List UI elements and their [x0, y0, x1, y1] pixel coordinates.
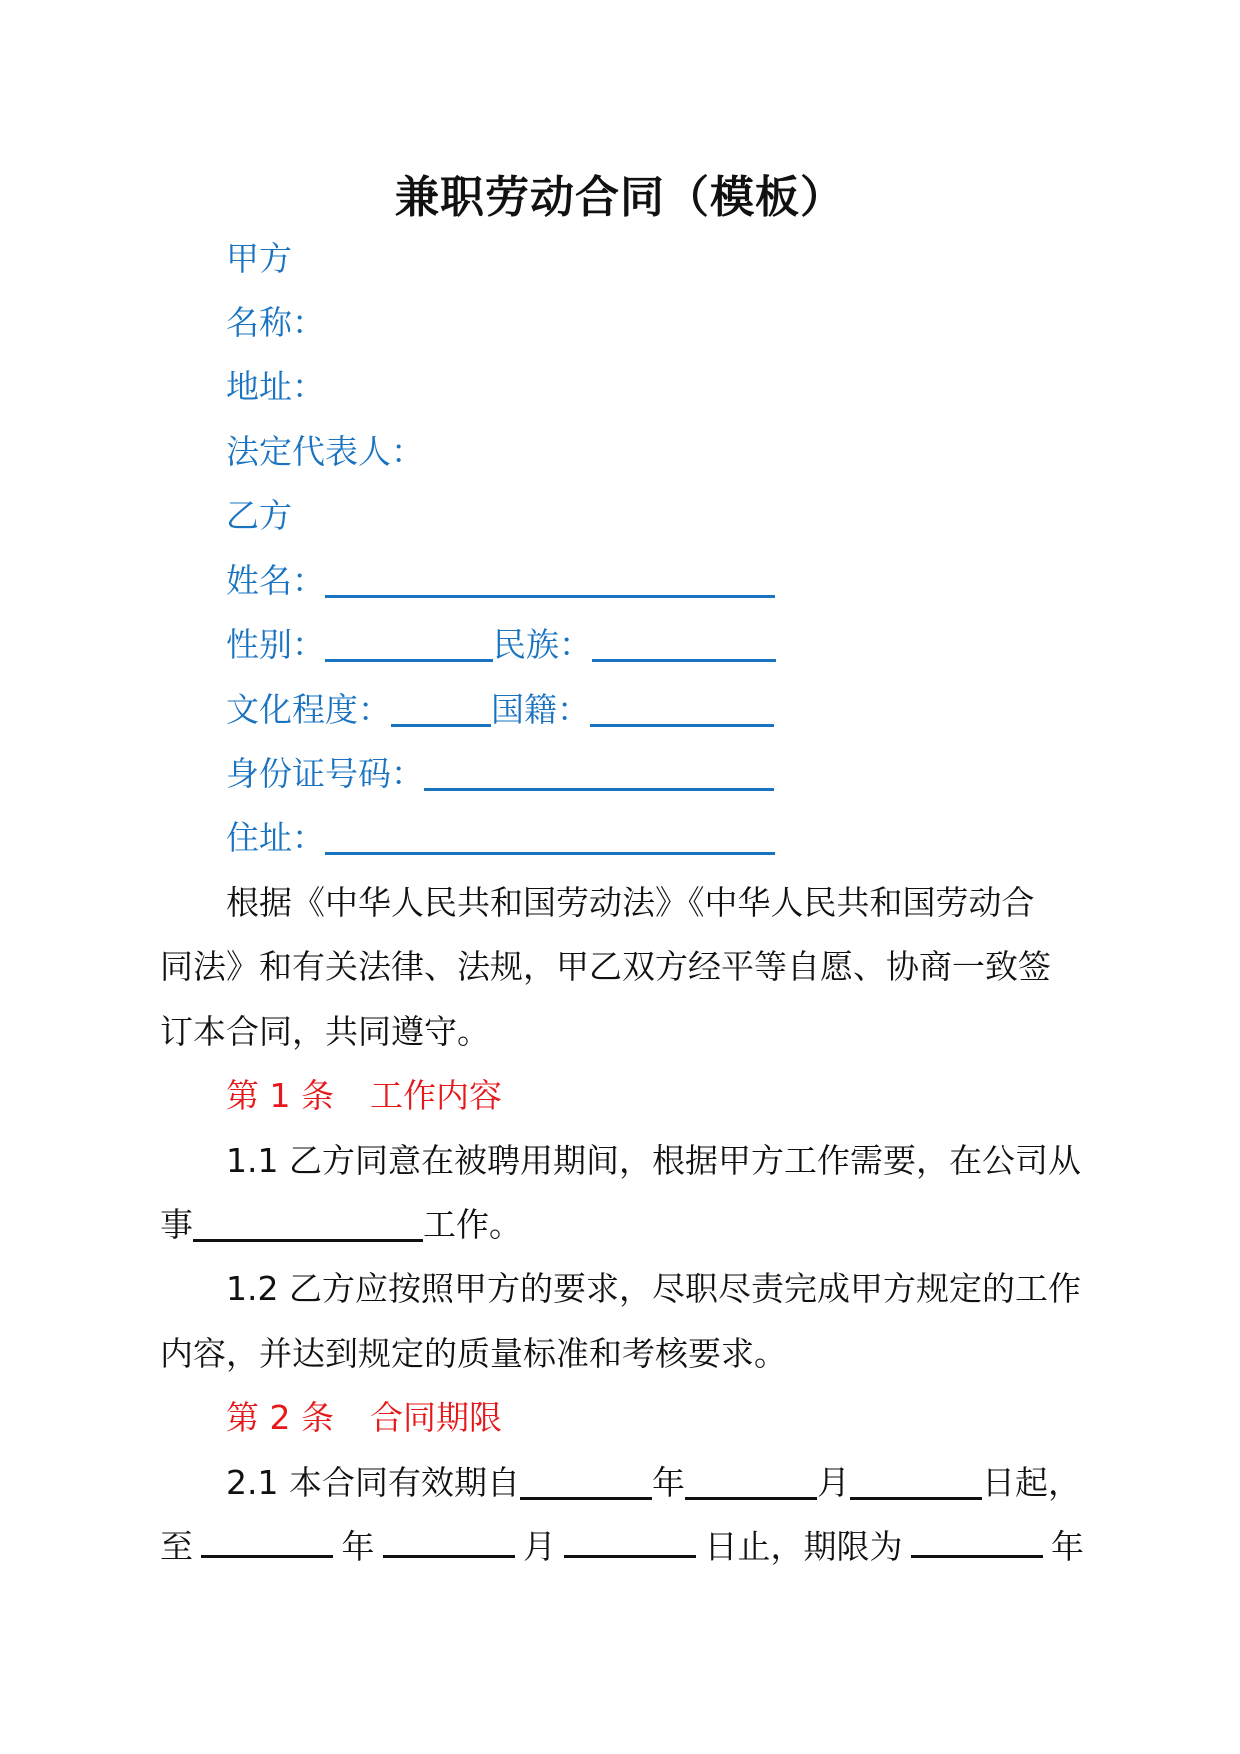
job-title-blank-field[interactable]: [193, 1209, 423, 1242]
party-a-name-label: 名称：: [226, 303, 325, 342]
end-year-blank-field[interactable]: [201, 1525, 333, 1558]
end-year-unit: 年: [341, 1527, 375, 1566]
residence-blank-field[interactable]: [325, 822, 775, 855]
preamble-line-1: 根据《中华人民共和国劳动法》《中华人民共和国劳动合: [226, 883, 1035, 922]
clause-1-2-line-1: 1.2 乙方应按照甲方的要求，尽职尽责完成甲方规定的工作: [226, 1269, 1081, 1308]
clause-2-1-line-1: [226, 1458, 1081, 1508]
clause-1-1-line-1: 1.1 乙方同意在被聘用期间，根据甲方工作需要，在公司从: [226, 1141, 1081, 1180]
article-2-title: 合同期限: [369, 1398, 502, 1437]
gender-blank-field[interactable]: [325, 629, 493, 662]
party-b-gender-label: 性别：: [226, 625, 325, 664]
start-day-unit: 日起，: [981, 1463, 1081, 1502]
party-b-ethnicity-label: 民族：: [493, 625, 592, 664]
party-b-id-label: 身份证号码：: [226, 754, 424, 793]
end-month-unit: 月: [523, 1527, 556, 1566]
party-a-legal-rep-label: 法定代表人：: [226, 432, 424, 471]
clause-1-1-end: 工作。: [423, 1205, 522, 1244]
clause-1-1-line-2: [160, 1200, 522, 1250]
document-title: 兼职劳动合同（模板）: [395, 172, 845, 223]
name-blank-field[interactable]: [325, 565, 775, 598]
party-b-heading: 乙方: [226, 496, 292, 535]
article-1-title: 工作内容: [369, 1076, 502, 1115]
party-b-education-label: 文化程度：: [226, 690, 391, 729]
party-b-gender-row: [226, 620, 776, 670]
party-a-heading: 甲方: [226, 239, 292, 278]
party-a-address-label: 地址：: [226, 367, 325, 406]
party-b-education-row: [226, 685, 774, 735]
article-1-heading: [226, 1071, 502, 1121]
party-b-name-row: [226, 556, 775, 606]
article-1-number: 第 1 条: [226, 1076, 334, 1115]
end-day-blank-field[interactable]: [564, 1525, 696, 1558]
education-blank-field[interactable]: [391, 694, 491, 727]
start-year-unit: 年: [651, 1463, 685, 1502]
party-b-nationality-label: 国籍：: [491, 690, 590, 729]
article-2-heading: [226, 1393, 502, 1443]
nationality-blank-field[interactable]: [590, 694, 774, 727]
start-day-blank-field[interactable]: [850, 1467, 982, 1500]
article-2-number: 第 2 条: [226, 1398, 334, 1437]
party-b-name-label: 姓名：: [226, 561, 325, 600]
party-b-residence-row: [226, 813, 775, 863]
preamble-line-3: 订本合同，共同遵守。: [160, 1012, 490, 1051]
clause-1-1-start: 事: [160, 1205, 193, 1244]
start-month-unit: 月: [816, 1463, 850, 1502]
clause-1-2-line-2: 内容，并达到规定的质量标准和考核要求。: [160, 1334, 787, 1373]
id-number-blank-field[interactable]: [424, 758, 774, 791]
end-day-unit: 日止，期限为: [704, 1527, 903, 1566]
start-year-blank-field[interactable]: [520, 1467, 652, 1500]
start-month-blank-field[interactable]: [685, 1467, 817, 1500]
end-to-label: 至: [160, 1527, 193, 1566]
ethnicity-blank-field[interactable]: [592, 629, 776, 662]
end-month-blank-field[interactable]: [383, 1525, 515, 1558]
term-year-unit: 年: [1051, 1527, 1084, 1566]
clause-2-1-line-2: [160, 1522, 1084, 1572]
clause-2-1-start: 2.1 本合同有效期自: [226, 1463, 520, 1502]
party-b-id-row: [226, 749, 774, 799]
preamble-line-2: 同法》和有关法律、法规，甲乙双方经平等自愿、协商一致签: [160, 947, 1051, 986]
party-b-residence-label: 住址：: [226, 818, 325, 857]
term-years-blank-field[interactable]: [911, 1525, 1043, 1558]
